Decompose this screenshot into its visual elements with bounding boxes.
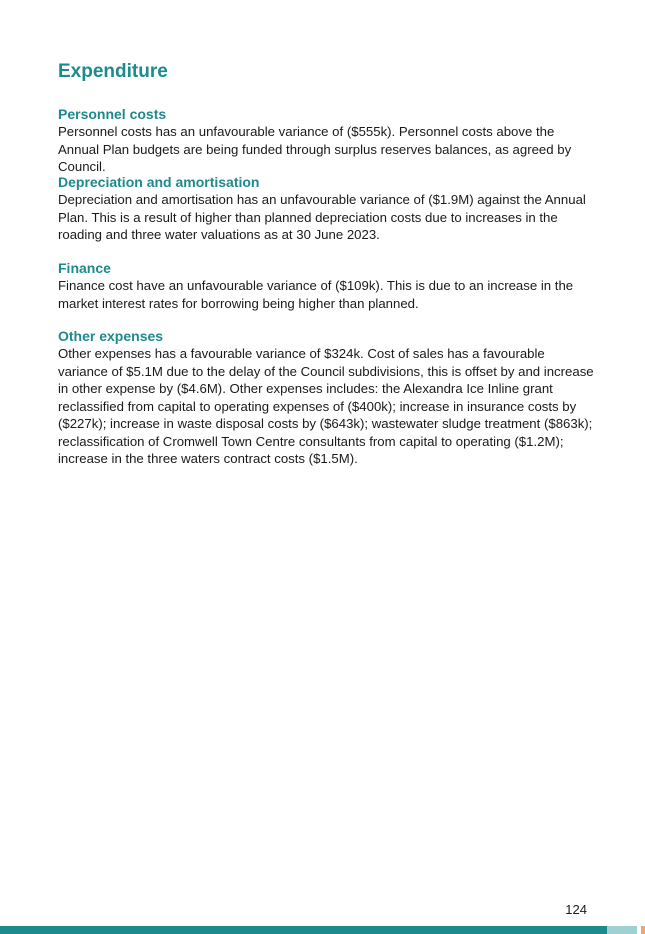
section-heading: Depreciation and amortisation <box>58 174 260 190</box>
footer-bar-light <box>607 926 637 934</box>
footer-bar-accent <box>641 926 645 934</box>
section-personnel-costs <box>58 106 598 176</box>
footer-bar-main <box>0 926 607 934</box>
section-body: Personnel costs has an unfavourable variance of ($555k). Personnel costs above the Annual Plan budgets are being funded through surplus reserves balances, as agreed by Council. <box>58 124 572 174</box>
section-body: Other expenses has a favourable variance of $324k. Cost of sales has a favourable variance of $5.1M due to the delay of the Council subdivisions, this is offset by and increase in other expense by ($4.6M). Other expenses includes: the Alexandra Ice Inline grant reclassified from capital to operating expenses of ($400k); increase in insurance costs by ($227k); increase in waste disposal costs by ($643k); wastewater sludge treatment ($863k); reclassification of Cromwell Town Centre consultants from capital to operating ($1.2M); increase in the three waters contract costs ($1.5M). <box>58 346 594 466</box>
page-title: Expenditure <box>58 61 168 82</box>
section-body: Finance cost have an unfavourable variance of ($109k). This is due to an increase in the market interest rates for borrowing being higher than planned. <box>58 278 574 311</box>
section-depreciation <box>58 174 598 244</box>
page-number: 124 <box>565 902 587 917</box>
section-finance <box>58 260 598 312</box>
section-heading: Finance <box>58 260 111 276</box>
section-body: Depreciation and amortisation has an unfavourable variance of ($1.9M) against the Annual Plan. This is a result of higher than planned depreciation costs due to increases in the roading and three water valuations as at 30 June 2023. <box>58 192 586 242</box>
footer-bar <box>0 926 645 934</box>
section-heading: Other expenses <box>58 328 164 344</box>
section-heading: Personnel costs <box>58 106 167 122</box>
section-other-expenses <box>58 328 598 468</box>
